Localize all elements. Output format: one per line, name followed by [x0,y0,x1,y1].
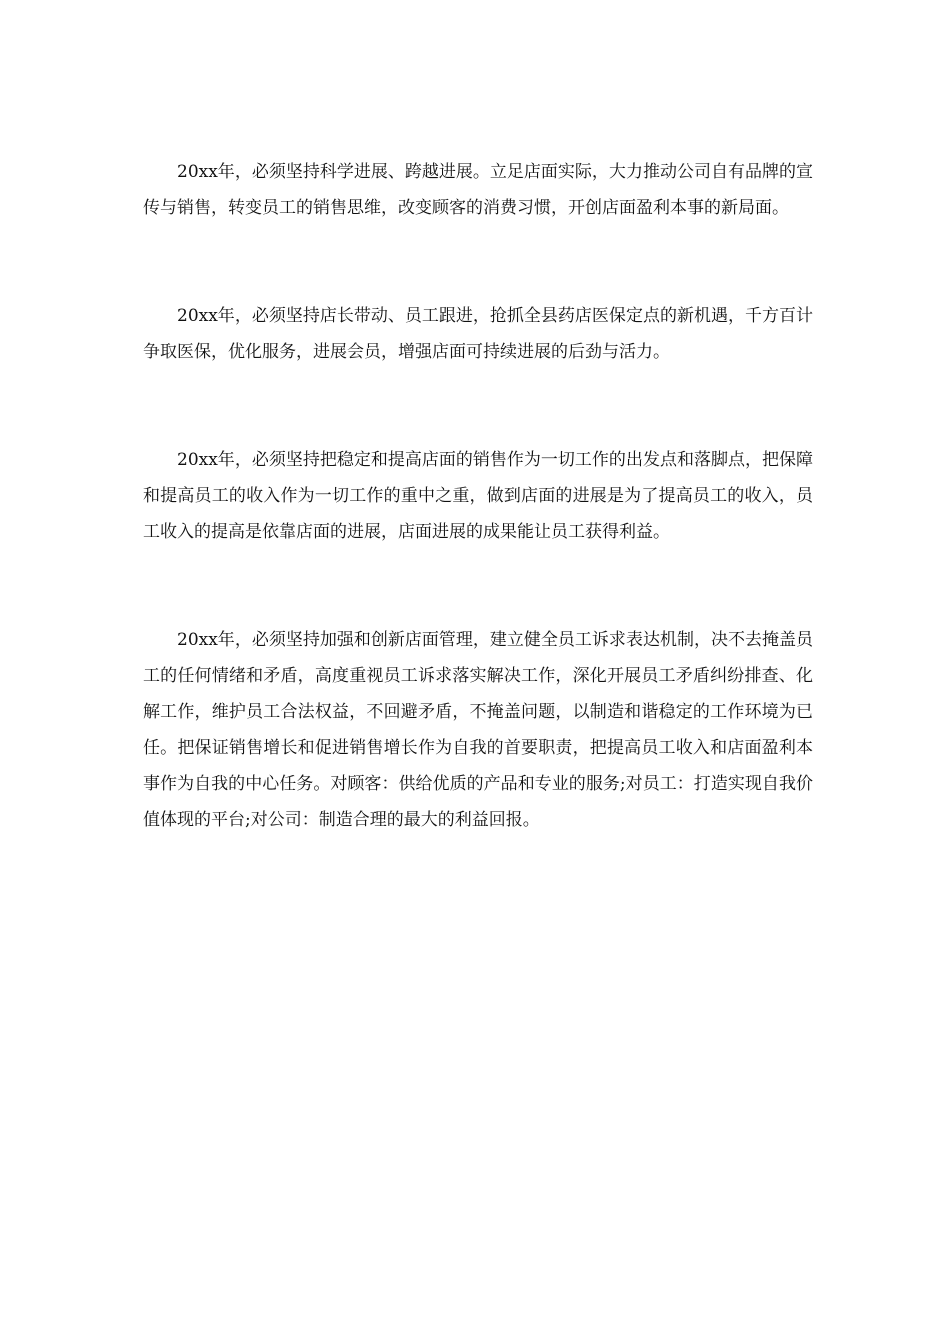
document-body [143,154,813,838]
paragraph-3: 20xx年，必须坚持把稳定和提高店面的销售作为一切工作的出发点和落脚点，把保障和提高员工的收入作为一切工作的重中之重，做到店面的进展是为了提高员工的收入，员工收入的提高是依靠店面的进展，店面进展的成果能让员工获得利益。 [143,450,813,542]
paragraph-4: 20xx年，必须坚持加强和创新店面管理，建立健全员工诉求表达机制，决不去掩盖员工的任何情绪和矛盾，高度重视员工诉求落实解决工作，深化开展员工矛盾纠纷排查、化解工作，维护员工合法权益，不回避矛盾，不掩盖问题，以制造和谐稳定的工作环境为已任。把保证销售增长和促进销售增长作为自我的首要职责，把提高员工收入和店面盈利本事作为自我的中心任务。对顾客：供给优质的产品和专业的服务;对员工：打造实现自我价值体现的平台;对公司：制造合理的最大的利益回报。 [143,630,813,830]
paragraph-2: 20xx年，必须坚持店长带动、员工跟进，抢抓全县药店医保定点的新机遇，千方百计争取医保，优化服务，进展会员，增强店面可持续进展的后劲与活力。 [143,306,813,362]
paragraph-1: 20xx年，必须坚持科学进展、跨越进展。立足店面实际，大力推动公司自有品牌的宣传与销售，转变员工的销售思维，改变顾客的消费习惯，开创店面盈利本事的新局面。 [143,162,813,218]
